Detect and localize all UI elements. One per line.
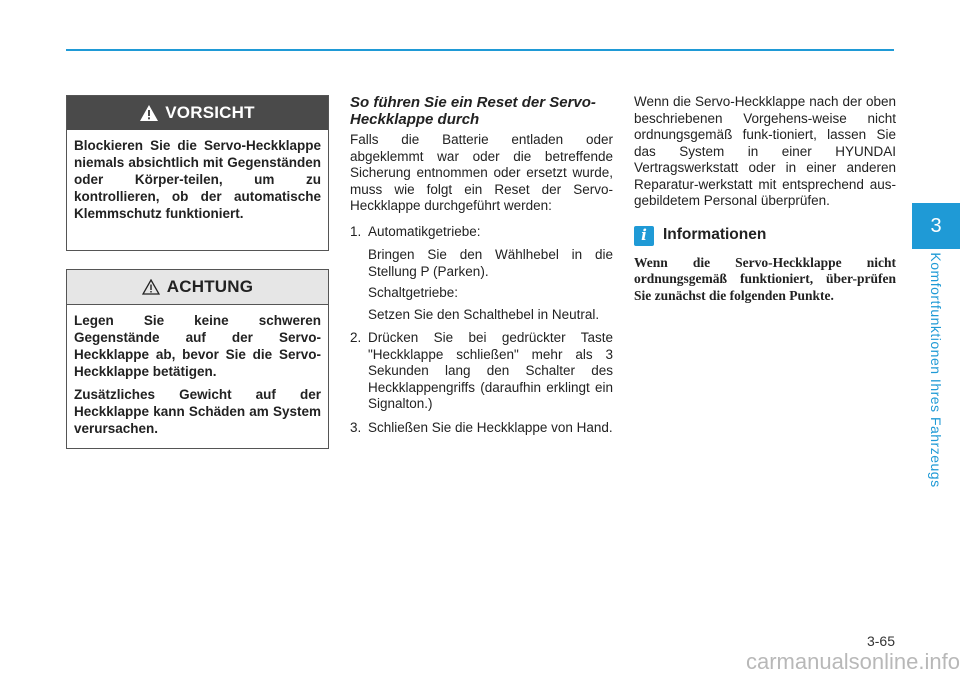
step-1-manual: Setzen Sie den Schalthebel in Neutral.: [368, 306, 600, 322]
warning-triangle-icon: [140, 105, 158, 121]
step-2: [350, 330, 613, 413]
notice-title: ACHTUNG: [166, 277, 254, 296]
step-1-number: 1.: [350, 223, 362, 239]
page-number: 3-65: [866, 633, 895, 649]
notice-paragraph-2: Zusätzliches Gewicht auf der Heckklappe kann Schäden am System verursachen.: [74, 387, 321, 436]
step-2-number: 2.: [350, 330, 362, 345]
chapter-tab: 3: [912, 203, 960, 249]
caution-box: [66, 95, 329, 251]
reset-section: [350, 94, 613, 443]
step-3-number: 3.: [350, 419, 362, 435]
caution-text: Blockieren Sie die Servo-Heckklappe niemals absichtlich mit Gegenständen oder Körper-teilen, um zu kontrollieren, ob der automatische Klemmschutz funktioniert.: [74, 138, 321, 221]
check-workshop-text: Wenn die Servo-Heckklappe nach der oben beschriebenen Vorgehens-weise nicht ordnungsgemäß funk-tioniert, lassen Sie das System in einer HYUNDAI Vertragswerkstatt oder in einer anderen Reparatur-werkstatt mit entsprechend aus-gebildetem Personal überprüfen.: [634, 94, 896, 208]
notice-header: [67, 270, 328, 305]
step-3-text: Schließen Sie die Heckklappe von Hand.: [368, 419, 613, 435]
reset-intro: Falls die Batterie entladen oder abgeklemmt war oder die betreffende Sicherung entnommen oder ersetzt wurde, muss wie folgt ein Reset der Servo-Heckklappe durchgeführt werden:: [350, 132, 613, 213]
step-1-text: Automatikgetriebe:: [368, 223, 481, 239]
info-text: Wenn die Servo-Heckklappe nicht ordnungsgemäß funktioniert, über-prüfen Sie zunächst die folgenden Punkte.: [634, 254, 896, 303]
info-header: [634, 226, 896, 246]
step-3: [350, 420, 613, 437]
info-icon: i: [634, 226, 654, 246]
reset-heading: So führen Sie ein Reset der Servo-Heckklappe durch: [350, 94, 596, 128]
step-1: [350, 224, 613, 241]
caution-title: VORSICHT: [165, 103, 255, 122]
caution-body: [67, 130, 328, 222]
right-column: [634, 94, 896, 304]
chapter-label: Komfortfunktionen Ihres Fahrzeugs: [928, 252, 944, 488]
warning-outline-icon: [142, 279, 160, 295]
watermark: carmanualsonline.info: [745, 649, 960, 674]
step-1-automatic: Bringen Sie den Wählhebel in die Stellung P (Parken).: [368, 247, 613, 279]
notice-body: [67, 305, 328, 437]
top-rule: [66, 49, 894, 51]
step-1-manual-label: Schaltgetriebe:: [368, 285, 459, 300]
step-2-text: Drücken Sie bei gedrückter Taste "Heckklappe schließen" mehr als 3 Sekunden lang den Schalter des Heckklappengriffs (daraufhin erklingt ein Signalton.): [368, 330, 613, 411]
notice-box: [66, 269, 329, 449]
notice-paragraph-1: Legen Sie keine schweren Gegenstände auf der Servo-Heckklappe ab, bevor Sie die Servo-Heckklappe betätigen.: [74, 313, 321, 379]
caution-header: [67, 96, 328, 130]
info-title: Informationen: [663, 226, 767, 244]
